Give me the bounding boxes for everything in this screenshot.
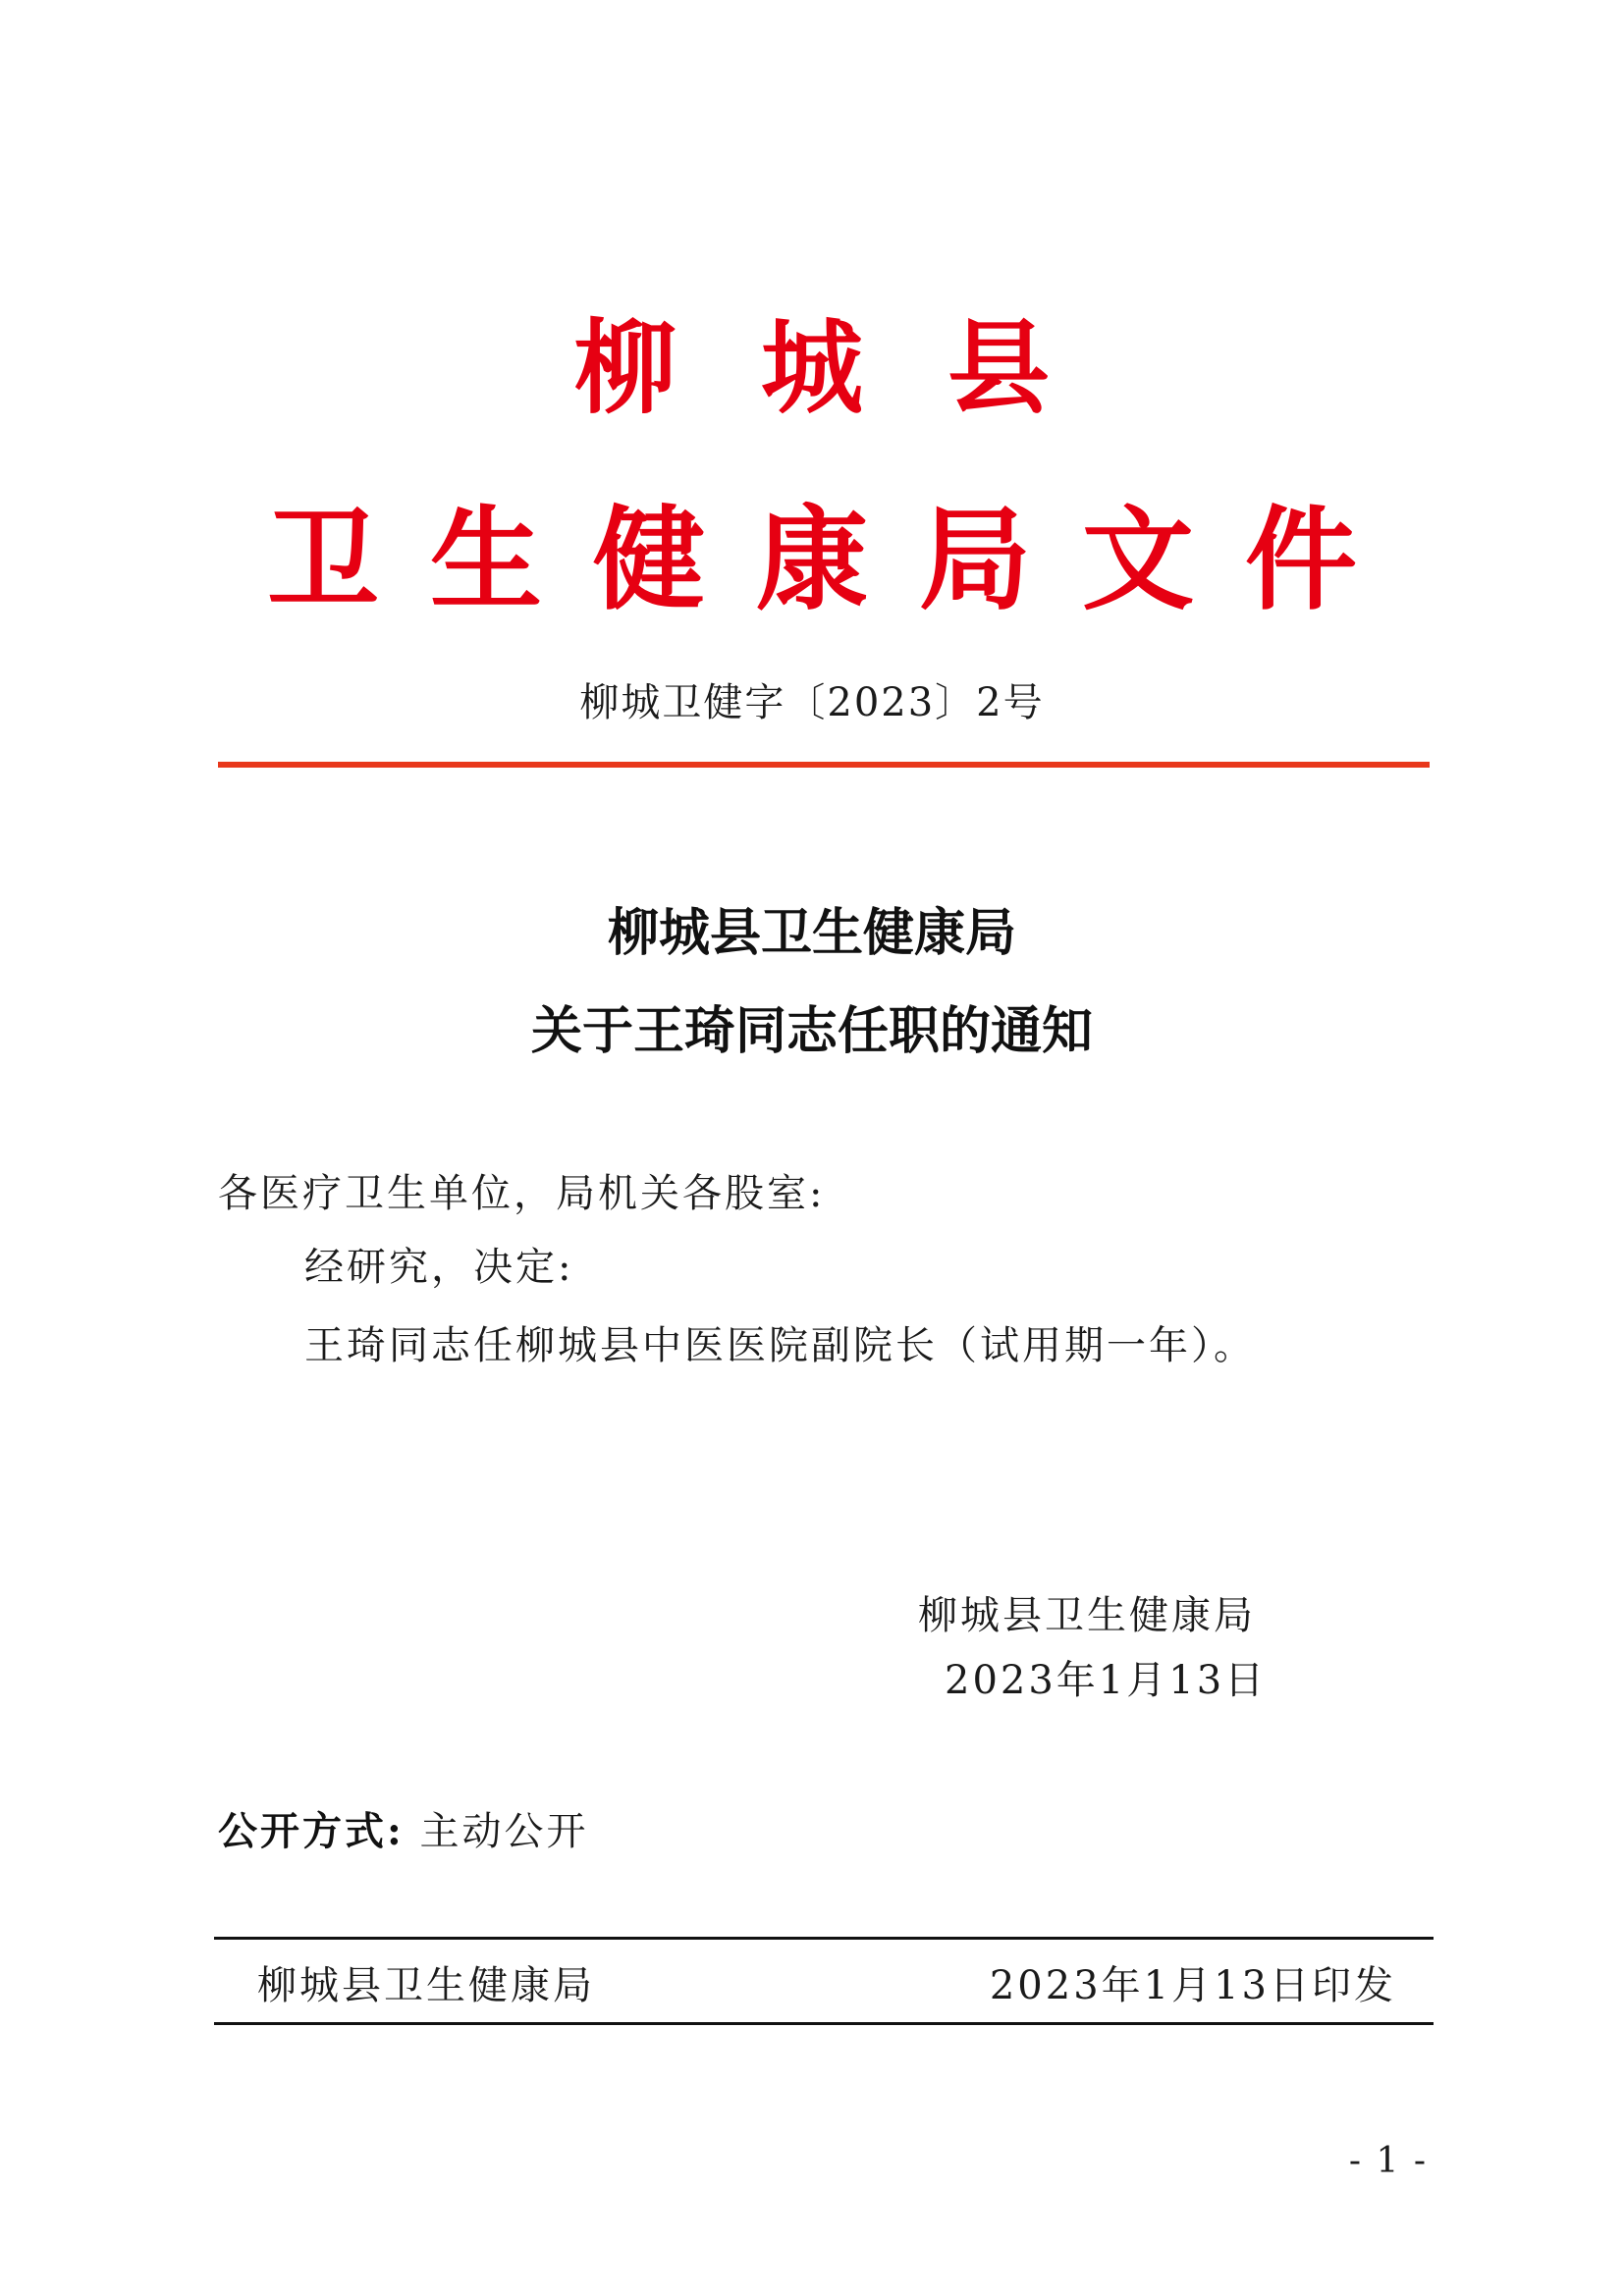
footer-top-rule [214,1937,1434,1940]
salutation: 各医疗卫生单位，局机关各股室: [218,1171,826,1216]
disclosure-method [218,1806,588,1857]
signature-organization: 柳城县卫生健康局 [918,1593,1256,1638]
footer-issuer: 柳城县卫生健康局 [257,1963,595,2008]
signature-date: 2023年1月13日 [945,1658,1268,1703]
disclosure-value: 主动公开 [419,1809,589,1854]
footer-issue-date: 2023年1月13日印发 [989,1963,1396,2008]
notice-title-subject: 关于王琦同志任职的通知 [530,1001,1093,1061]
page-number: - 1 - [1348,2141,1428,2181]
document-number: 柳城卫健字〔2023〕2号 [579,680,1045,725]
notice-title-issuer: 柳城县卫生健康局 [607,903,1016,963]
disclosure-label: 公开方式: [218,1808,405,1854]
masthead-county: 柳城县 [573,307,1134,428]
body-paragraph: 经研究，决定: [304,1245,574,1290]
footer-bottom-rule [214,2022,1434,2025]
body-paragraph: 王琦同志任柳城县中医医院副院长（试用期一年）。 [304,1323,1256,1368]
masthead-bureau-document: 卫生健康局文件 [266,494,1408,625]
red-separator-line [218,762,1430,768]
